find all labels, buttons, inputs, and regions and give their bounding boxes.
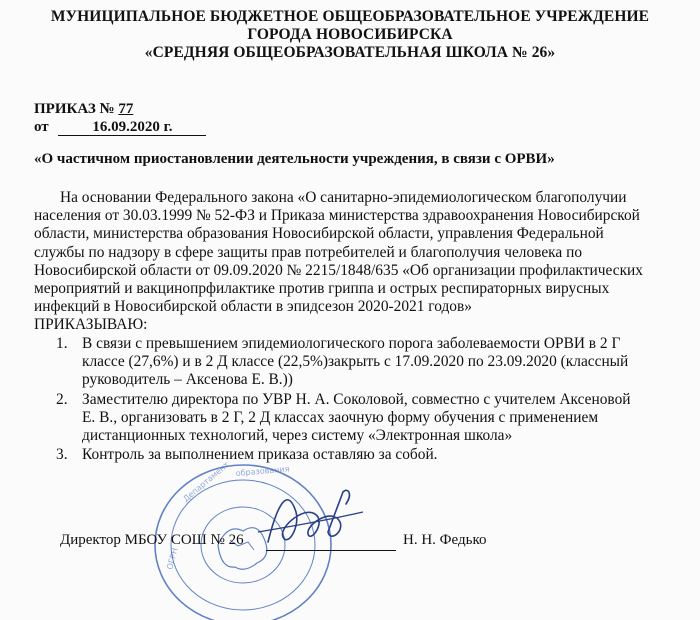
preamble-paragraph: На основании Федерального закона «О санитарно-эпидемиологическом благополучии населения от 30.03.1999 № 52-ФЗ и Приказа министерства здравоохранения Новосибирской области, министерства образования Новосибирской области, управления Федеральной службы по надзору в сфере защиты прав потребителей и благополучия человека по Новосибирской области от 09.09.2020 № 2215/1848/635 «Об организации профилактических мероприятий и вакцинопрфилактике против гриппа и острых респираторных вирусных инфекций в Новосибирской области в эпидсезон 2020-2021 годов» bbox=[34, 189, 643, 316]
item-number: 1. bbox=[56, 335, 68, 352]
item-number: 2. bbox=[56, 391, 68, 408]
order-title bbox=[34, 101, 133, 118]
svg-text:образования: образования bbox=[235, 464, 290, 478]
signatory-position: Директор МБОУ СОШ № 26 bbox=[60, 532, 244, 548]
svg-text:Департамент: Департамент bbox=[181, 460, 231, 504]
svg-text:ОГРН: ОГРН bbox=[165, 546, 180, 571]
signature-underline bbox=[266, 550, 396, 551]
item-text: В связи с превышением эпидемиологического порога заболеваемости ОРВИ в 2 Г классе (27,6%) и в 2 Д классе (22,5%)закрыть с 17.09.2020 по 23.09.2020 (классный руководитель – Аксенова Е. В.)) bbox=[82, 335, 629, 389]
directive-heading: ПРИКАЗЫВАЮ: bbox=[34, 316, 148, 333]
item-number: 3. bbox=[56, 446, 68, 463]
order-date-prefix: от bbox=[34, 119, 49, 135]
org-name-line-2: ГОРОДА НОВОСИБИРСКА bbox=[247, 26, 453, 43]
org-name-line-3: «СРЕДНЯЯ ОБЩЕОБРАЗОВАТЕЛЬНАЯ ШКОЛА № 26» bbox=[144, 44, 556, 61]
order-label: ПРИКАЗ № bbox=[34, 101, 115, 117]
order-date: 16.09.2020 г. bbox=[58, 120, 206, 136]
item-text: Контроль за выполнением приказа оставляю за собой. bbox=[82, 446, 438, 463]
order-subject: «О частичном приостановлении деятельности учреждения, в связи с ОРВИ» bbox=[34, 151, 555, 167]
item-text: Заместителю директора по УВР Н. А. Соколовой, совместно с учителем Аксеновой Е. В., организовать в 2 Г, 2 Д классах заочную форму обучения с применением дистанционных технологий, через систему «Электронная школа» bbox=[82, 391, 631, 445]
signatory-name: Н. Н. Федько bbox=[403, 532, 487, 548]
order-number: 77 bbox=[118, 101, 134, 117]
org-name-line-1: МУНИЦИПАЛЬНОЕ БЮДЖЕТНОЕ ОБЩЕОБРАЗОВАТЕЛЬНОЕ УЧРЕЖДЕНИЕ bbox=[50, 8, 650, 25]
order-date-line bbox=[34, 119, 206, 136]
